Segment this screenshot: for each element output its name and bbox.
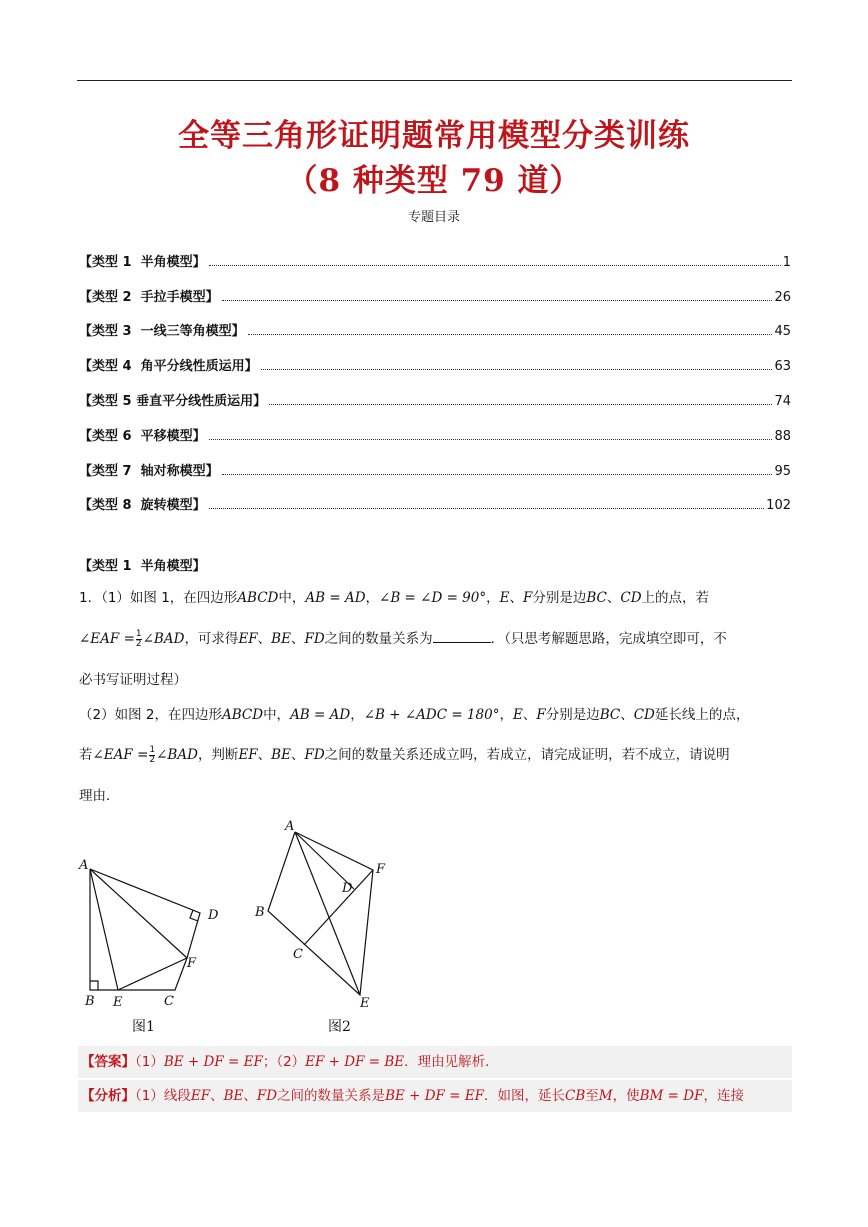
math: F [522,590,533,606]
fraction-denominator: 2 [149,754,156,765]
text: 中， [263,707,291,723]
toc-entry[interactable] [79,305,791,340]
text: ， [350,707,364,723]
toc-leader [222,474,773,475]
toc-entry-page: 102 [766,498,791,514]
math: BC [586,590,607,606]
point-label-E: E [113,995,123,1010]
toc-leader [248,334,773,335]
math: EF + DF = BE [305,1054,405,1070]
math: FD [304,631,325,647]
text: （1）线段 [135,1088,191,1104]
text: 、 [257,631,272,647]
problem-line-3: 必书写证明过程） [79,672,187,688]
section-heading: 【类型 1 半角模型】 [79,559,206,574]
toc-entry[interactable] [79,444,791,479]
fraction-numerator: 1 [135,628,142,639]
text: ， [486,590,500,606]
toc-leader [269,404,772,405]
math: CD [620,590,642,606]
text: ， [499,707,513,723]
text: 、 [522,707,537,723]
problem-line-1 [79,588,791,608]
math: BE [223,1088,244,1104]
point-label-C: C [293,947,303,962]
text: 至 [585,1088,599,1104]
header-rule [77,80,792,81]
problem-line-4 [79,705,791,725]
figure-1-diagram [70,850,230,1015]
toc-entry[interactable] [79,374,791,409]
toc-entry[interactable] [79,339,791,374]
toc-entry[interactable] [79,270,791,305]
math: EF [190,1088,211,1104]
math: BM = DF [639,1088,704,1104]
math: ∠BAD [142,631,185,647]
text: 、 [606,590,621,606]
answer-block [78,1046,792,1078]
math: BC [599,707,621,723]
figure-2-diagram [250,815,400,1015]
toc-entry-label: 【类型 4 角平分线性质运用】 [79,359,258,375]
table-of-contents [79,235,791,513]
math: FD [304,747,325,763]
toc-entry-page: 63 [774,359,791,375]
toc-caption: 专题目录 [407,210,460,225]
text: ，判断 [197,747,239,763]
text: 、 [290,631,305,647]
problem-line-5 [79,745,791,765]
toc-leader [222,300,773,301]
point-label-B: B [255,905,265,920]
text: 之间的数量关系是 [277,1088,386,1104]
text: ．（只思考解题思路，完成填空即可，不 [490,631,727,647]
fraction-numerator: 1 [149,744,156,755]
point-label-F: F [187,956,197,971]
math: AB = AD [305,590,366,606]
point-label-E: E [360,996,370,1011]
toc-entry-page: 95 [774,463,791,479]
text: ．如图，延长 [484,1088,566,1104]
point-label-C: C [164,994,174,1009]
answer-blank[interactable] [433,630,491,643]
text: ，连接 [703,1088,744,1104]
math: AB = AD [290,707,351,723]
toc-entry[interactable] [79,235,791,270]
fraction [136,630,142,649]
math: EF [238,747,258,763]
point-label-D: D [342,881,353,896]
toc-entry-page: 45 [774,324,791,340]
toc-leader [209,508,765,509]
text: ，使 [612,1088,640,1104]
text: ；（2） [262,1054,306,1070]
text: 、 [620,707,634,723]
point-label-B: B [85,994,95,1009]
text: 、 [257,747,272,763]
toc-entry-label: 【类型 1 半角模型】 [79,254,206,270]
text: ．理由见解析． [404,1054,499,1070]
toc-leader [261,369,773,370]
text: ，可求得 [184,631,239,647]
math: ∠B + ∠ADC = 180° [363,707,500,723]
text: 、 [243,1088,257,1104]
text: 延长线上的点， [654,707,750,723]
toc-leader [209,439,773,440]
math: CD [633,707,655,723]
toc-leader [209,265,781,266]
math: FD [256,1088,278,1104]
fraction [149,746,155,765]
math: BE [271,631,291,647]
text: 中， [278,590,306,606]
math: ∠EAF = [92,747,149,763]
math: ∠EAF = [79,631,135,647]
text: 分别是边 [545,707,600,723]
toc-entry-page: 74 [774,393,791,409]
toc-entry-label: 【类型 5 垂直平分线性质运用】 [79,393,267,409]
math: ∠BAD [156,747,198,763]
text: 之间的数量关系还成立吗，若成立，请完成证明，若不成立，请说明 [324,747,730,763]
point-label-A: A [285,819,295,834]
text: 分别是边 [532,590,587,606]
point-label-F: F [376,862,386,877]
text: 1．（1）如图 1，在四边形 [79,590,238,606]
toc-entry-label: 【类型 2 手拉手模型】 [79,289,219,305]
math: E [499,590,510,606]
point-label-A: A [79,858,89,873]
math: M [598,1088,613,1104]
analysis-block [78,1080,792,1112]
toc-entry-page: 88 [774,428,791,444]
page-title: 全等三角形证明题常用模型分类训练 [178,118,690,154]
figure-1-caption: 图1 [132,1019,155,1035]
analysis-tag: 【分析】 [81,1088,135,1104]
toc-entry-label: 【类型 6 平移模型】 [79,428,206,444]
fraction-denominator: 2 [135,638,142,649]
toc-entry-label: 【类型 8 旋转模型】 [79,498,206,514]
text: 上的点，若 [641,590,710,606]
math: BE + DF = EF [163,1054,263,1070]
problem-line-6: 理由． [79,788,120,804]
toc-entry-page: 26 [774,289,791,305]
toc-entry[interactable] [79,409,791,444]
math: ABCD [221,707,264,723]
text: 若 [79,747,93,763]
math: CB [565,1088,586,1104]
toc-entry-page: 1 [782,254,791,270]
math: F [536,707,546,723]
toc-entry-label: 【类型 3 一线三等角模型】 [79,324,245,340]
text: ， [365,590,380,606]
answer-tag: 【答案】 [81,1054,135,1070]
point-label-D: D [208,908,219,923]
math: BE + DF = EF [385,1088,485,1104]
toc-entry[interactable] [79,479,791,514]
math: ABCD [237,590,279,606]
math: E [512,707,523,723]
text: 之间的数量关系为 [324,631,433,647]
text: 、 [290,747,305,763]
text: （1） [135,1054,164,1070]
text: 、 [509,590,523,606]
page-subtitle: （8 种类型 79 道） [286,163,582,199]
math: BE [271,747,291,763]
toc-entry-label: 【类型 7 轴对称模型】 [79,463,219,479]
math: ∠B = ∠D = 90° [379,590,487,606]
text: 、 [210,1088,224,1104]
problem-line-2 [79,629,791,649]
math: EF [238,631,258,647]
text: （2）如图 2，在四边形 [79,707,222,723]
figure-2-caption: 图2 [328,1019,351,1035]
